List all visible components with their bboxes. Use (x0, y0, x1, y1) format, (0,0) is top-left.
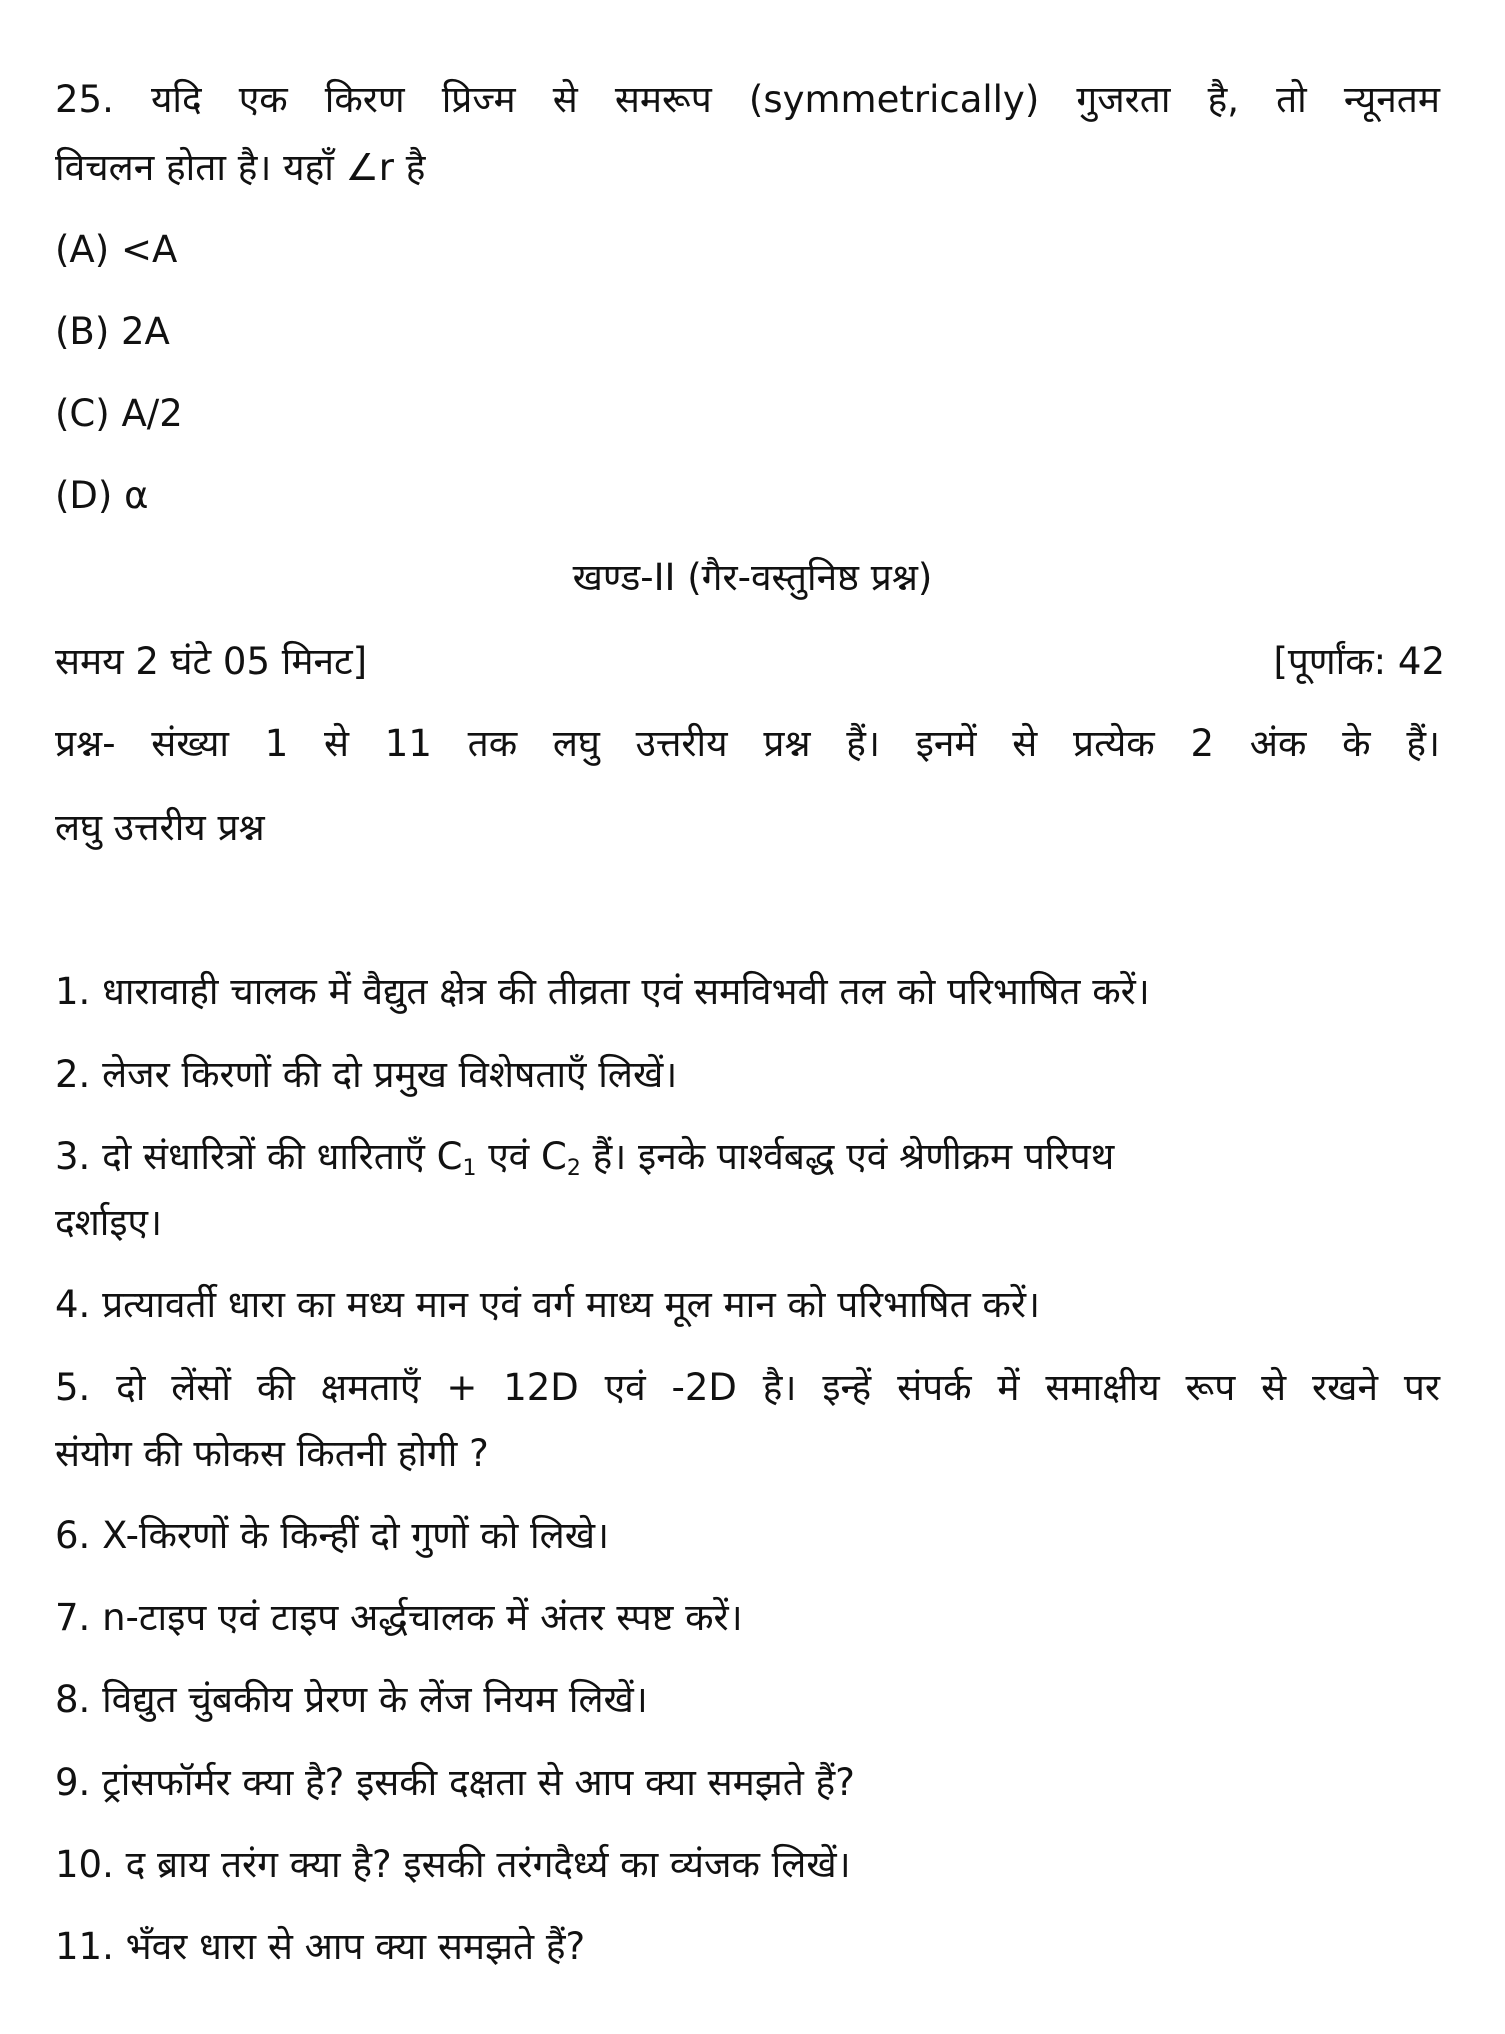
subheading-short-answer: लघु उत्तरीय प्रश्न (55, 806, 265, 849)
subscript-1: 1 (462, 1156, 477, 1181)
question-11: 11. भँवर धारा से आप क्या समझते हैं? (55, 1925, 586, 1968)
q25-option-d: (D) α (55, 474, 149, 517)
question-1: 1. धारावाही चालक में वैद्युत क्षेत्र की तीव्रता एवं समविभवी तल को परिभाषित करें। (55, 970, 1150, 1013)
question-5-line-2: संयोग की फोकस कितनी होगी ? (55, 1432, 489, 1475)
question-4: 4. प्रत्यावर्ती धारा का मध्य मान एवं वर्ग माध्य मूल मान को परिभाषित करें। (55, 1283, 1040, 1326)
section-title: खण्ड-II (गैर-वस्तुनिष्ठ प्रश्न) (572, 556, 933, 599)
question-3-line-1: 3. दो संधारित्रों की धारिताएँ $C_1$ एवं $C_2$ हैं। इनके पार्श्वबद्ध एवं श्रेणीक्रम परिपथ (55, 1135, 1115, 1181)
question-6: 6. X-किरणों के किन्हीं दो गुणों को लिखे। (55, 1514, 610, 1557)
q25-option-b: (B) 2A (55, 310, 170, 353)
subscript-2: 2 (566, 1156, 581, 1181)
full-marks: [पूर्णांक: 42 (1273, 640, 1445, 683)
time-allowed: समय 2 घंटे 05 मिनट] (55, 640, 368, 683)
q25-option-c: (C) A/2 (55, 392, 183, 435)
question-3-line-2: दर्शाइए। (55, 1201, 163, 1244)
q25-line-1: 25. यदि एक किरण प्रिज्म से समरूप (symmetrically) गुजरता है, तो न्यूनतम (55, 78, 1440, 121)
question-7: 7. n-टाइप एवं टाइप अर्द्धचालक में अंतर स्पष्ट करें। (55, 1596, 743, 1639)
question-10: 10. द ब्राय तरंग क्या है? इसकी तरंगदैर्ध्य का व्यंजक लिखें। (55, 1843, 851, 1886)
question-5-line-1: 5. दो लेंसों की क्षमताएँ + 12D एवं -2D है। इन्हें संपर्क में समाक्षीय रूप से रखने पर (55, 1366, 1440, 1409)
instruction: प्रश्न- संख्या 1 से 11 तक लघु उत्तरीय प्रश्न हैं। इनमें से प्रत्येक 2 अंक के हैं। (55, 722, 1440, 765)
q25-line-2: विचलन होता है। यहाँ ∠r है (55, 146, 426, 189)
question-8: 8. विद्युत चुंबकीय प्रेरण के लेंज नियम लिखें। (55, 1678, 648, 1721)
q25-option-a: (A) <A (55, 228, 178, 271)
question-2: 2. लेजर किरणों की दो प्रमुख विशेषताएँ लिखें। (55, 1053, 678, 1096)
question-9: 9. ट्रांसफॉर्मर क्या है? इसकी दक्षता से आप क्या समझते हैं? (55, 1761, 855, 1804)
